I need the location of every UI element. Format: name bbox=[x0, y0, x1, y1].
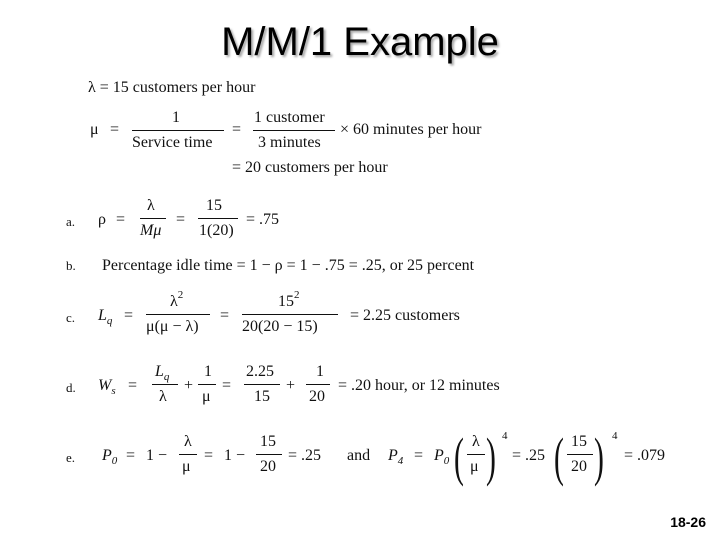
fraction-denominator: μ(μ − λ) bbox=[146, 318, 199, 335]
lq-letter: L bbox=[98, 307, 107, 324]
item-e-probabilities bbox=[66, 428, 686, 488]
fraction-bar bbox=[256, 454, 282, 455]
right-paren: ) bbox=[486, 427, 496, 487]
fraction-numerator bbox=[278, 289, 300, 313]
equals-sign: = bbox=[116, 211, 126, 228]
numerator-value: 15 bbox=[278, 293, 294, 310]
fraction-denominator: 20 bbox=[260, 458, 276, 475]
fraction-bar bbox=[306, 384, 330, 385]
equals-sign: = bbox=[222, 377, 232, 394]
fraction-numerator: 1 bbox=[172, 109, 180, 126]
p-subscript: 0 bbox=[111, 455, 118, 467]
queue-length-result: = 2.25 customers bbox=[350, 307, 460, 324]
fraction-bar bbox=[467, 454, 485, 455]
mu-result: = 20 customers per hour bbox=[232, 159, 388, 176]
p-subscript: 4 bbox=[397, 455, 404, 467]
p0-result: = .25 bbox=[288, 447, 322, 464]
utilization-result: = .75 bbox=[246, 211, 280, 228]
fraction-numerator: 15 bbox=[260, 433, 276, 450]
times-sixty-minutes: × 60 minutes per hour bbox=[340, 121, 482, 138]
item-d-waiting-time bbox=[66, 360, 546, 410]
fraction-denominator: 20 bbox=[309, 388, 325, 405]
equals-sign: = bbox=[220, 307, 230, 324]
left-paren: ( bbox=[554, 427, 564, 487]
fraction-numerator: λ bbox=[472, 433, 480, 450]
slide-title: M/M/1 Example bbox=[221, 20, 499, 64]
fraction-bar bbox=[567, 454, 593, 455]
fraction-bar bbox=[146, 314, 210, 315]
rho-symbol: ρ bbox=[98, 211, 106, 228]
exponent: 4 bbox=[612, 430, 618, 442]
p-letter: P bbox=[388, 447, 398, 464]
lq-subscript: q bbox=[163, 371, 170, 383]
lambda-value: = 15 customers per hour bbox=[99, 79, 256, 96]
p-letter: P bbox=[434, 447, 444, 464]
fraction-bar bbox=[140, 218, 166, 219]
exponent: 2 bbox=[177, 289, 184, 301]
fraction-bar bbox=[132, 130, 224, 131]
equals-sign: = bbox=[232, 121, 242, 138]
fraction-denominator: μ bbox=[182, 458, 191, 475]
lq-symbol bbox=[98, 306, 112, 327]
plus-sign: + bbox=[184, 377, 194, 394]
p4-result: = .079 bbox=[624, 447, 666, 464]
left-paren: ( bbox=[454, 427, 464, 487]
item-label: e. bbox=[66, 450, 76, 465]
idle-time-text: Percentage idle time = 1 − ρ = 1 − .75 = .25, or 25 percent bbox=[102, 257, 475, 274]
one-minus: 1 − bbox=[146, 447, 168, 464]
fraction-numerator bbox=[170, 289, 184, 313]
exponent: 2 bbox=[294, 289, 300, 301]
fraction-denominator: 20(20 − 15) bbox=[242, 318, 318, 335]
lambda-symbol: λ bbox=[170, 293, 178, 310]
exponent: 4 bbox=[502, 430, 508, 442]
fraction-bar bbox=[253, 130, 335, 131]
equals-sign: = bbox=[124, 307, 134, 324]
fraction-numerator: 2.25 bbox=[246, 363, 274, 380]
fraction-bar bbox=[198, 384, 216, 385]
one-minus: 1 − bbox=[224, 447, 246, 464]
equals-sign: = bbox=[176, 211, 186, 228]
item-label: d. bbox=[66, 380, 76, 395]
fraction-denominator: 3 minutes bbox=[258, 134, 321, 151]
fraction-denominator: μ bbox=[202, 388, 211, 405]
right-paren: ) bbox=[594, 427, 604, 487]
p0-symbol bbox=[102, 446, 117, 467]
lq-letter: L bbox=[155, 363, 164, 380]
ws-symbol bbox=[98, 376, 116, 397]
equals-sign: = bbox=[204, 447, 214, 464]
lq-subscript: q bbox=[106, 315, 113, 327]
ws-subscript: s bbox=[111, 385, 116, 397]
fraction-denominator: Service time bbox=[132, 134, 213, 151]
and-word: and bbox=[347, 447, 371, 464]
fraction-bar bbox=[242, 314, 338, 315]
given-mu-equation bbox=[88, 108, 528, 188]
item-label: b. bbox=[66, 258, 76, 273]
fraction-numerator: 1 bbox=[204, 363, 212, 380]
waiting-time-result: = .20 hour, or 12 minutes bbox=[338, 377, 500, 394]
p0-symbol bbox=[434, 446, 449, 467]
plus-sign: + bbox=[286, 377, 296, 394]
p4-symbol bbox=[388, 446, 403, 467]
fraction-denominator: λ bbox=[159, 388, 167, 405]
coefficient: = .25 bbox=[512, 447, 546, 464]
item-label: c. bbox=[66, 310, 76, 325]
item-b-idle-time bbox=[66, 256, 474, 276]
fraction-denominator: Mμ bbox=[140, 222, 162, 239]
item-label: a. bbox=[66, 214, 76, 229]
item-c-queue-length bbox=[66, 290, 526, 340]
equals-sign: = bbox=[414, 447, 424, 464]
fraction-bar bbox=[179, 454, 197, 455]
fraction-numerator: λ bbox=[184, 433, 192, 450]
p-letter: P bbox=[102, 447, 112, 464]
equals-sign: = bbox=[126, 447, 136, 464]
fraction-denominator: 15 bbox=[254, 388, 270, 405]
equals-sign: = bbox=[110, 121, 120, 138]
page-number: 18-26 bbox=[670, 514, 706, 530]
fraction-numerator: 1 customer bbox=[254, 109, 325, 126]
fraction-denominator: 20 bbox=[571, 458, 587, 475]
fraction-numerator: 1 bbox=[316, 363, 324, 380]
fraction-numerator: λ bbox=[147, 197, 155, 214]
ws-letter: W bbox=[98, 377, 112, 394]
given-lambda-line bbox=[88, 78, 255, 98]
fraction-denominator: μ bbox=[470, 458, 479, 475]
fraction-bar bbox=[244, 384, 280, 385]
equals-sign: = bbox=[128, 377, 138, 394]
item-a-utilization bbox=[66, 194, 366, 244]
lambda-symbol: λ bbox=[88, 79, 96, 96]
fraction-numerator bbox=[155, 362, 169, 383]
fraction-numerator: 15 bbox=[571, 433, 587, 450]
fraction-bar bbox=[152, 384, 178, 385]
mu-symbol: μ bbox=[90, 121, 99, 138]
fraction-numerator: 15 bbox=[206, 197, 222, 214]
p-subscript: 0 bbox=[443, 455, 450, 467]
fraction-bar bbox=[198, 218, 238, 219]
fraction-denominator: 1(20) bbox=[199, 222, 234, 239]
